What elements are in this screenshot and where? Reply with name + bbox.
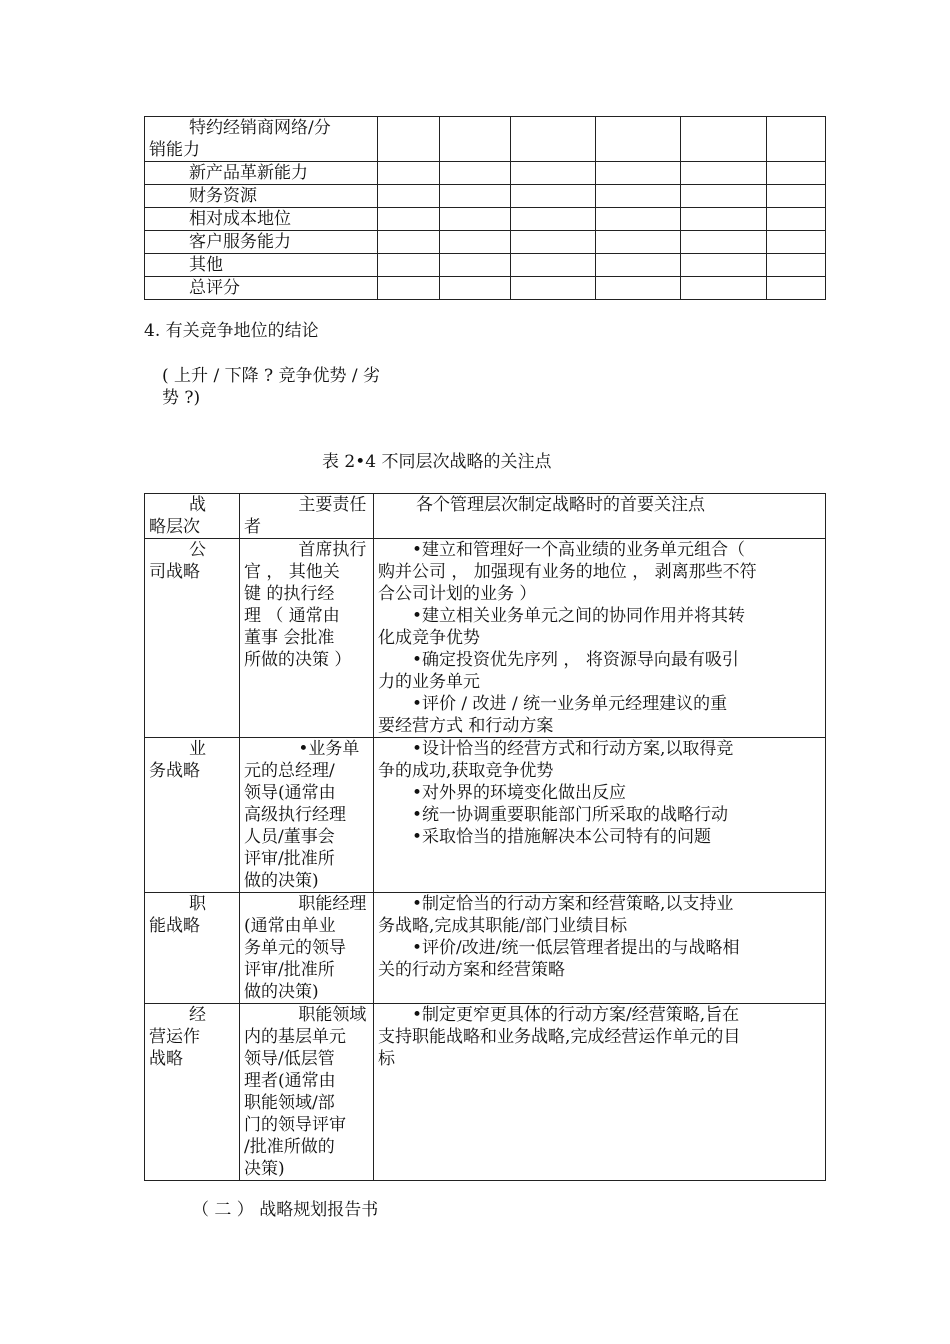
level-line: 务战略 bbox=[149, 761, 200, 781]
competitive-strength-table bbox=[144, 116, 826, 300]
score-cell bbox=[378, 277, 440, 300]
resp-line: 首席执行 bbox=[298, 540, 367, 560]
table-row bbox=[145, 162, 826, 185]
level-cell bbox=[145, 1004, 240, 1181]
score-cell bbox=[767, 277, 826, 300]
focus-line: •采取恰当的措施解决本公司特有的问题 bbox=[412, 827, 712, 847]
level-line: 营运作 bbox=[149, 1027, 200, 1047]
level-line: 战略 bbox=[149, 1049, 183, 1069]
resp-line: 职能领域/部 bbox=[244, 1093, 335, 1113]
score-cell bbox=[511, 231, 596, 254]
focus-line: 争的成功,获取竞争优势 bbox=[378, 761, 554, 781]
score-cell bbox=[596, 162, 681, 185]
label-line: 销能力 bbox=[149, 140, 200, 160]
score-cell bbox=[511, 117, 596, 162]
focus-line: 力的业务单元 bbox=[378, 672, 480, 692]
table-row bbox=[145, 1004, 826, 1181]
score-cell bbox=[596, 277, 681, 300]
focus-line: •确定投资优先序列 ， 将资源导向最有吸引 bbox=[412, 650, 739, 670]
table-caption: 表 2•4 不同层次战略的关注点 bbox=[322, 452, 552, 472]
focus-line: 关的行动方案和经营策略 bbox=[378, 960, 565, 980]
focus-line: 务战略,完成其职能/部门业绩目标 bbox=[378, 916, 628, 936]
resp-line: (通常由单业 bbox=[244, 916, 336, 936]
focus-line: •统一协调重要职能部门所采取的战略行动 bbox=[412, 805, 729, 825]
table-row bbox=[145, 254, 826, 277]
resp-line: 务单元的领导 bbox=[244, 938, 346, 958]
focus-cell bbox=[374, 893, 826, 1004]
score-cell bbox=[440, 254, 511, 277]
score-cell bbox=[767, 231, 826, 254]
focus-line: 化成竞争优势 bbox=[378, 628, 480, 648]
responsible-cell bbox=[240, 893, 374, 1004]
resp-line: 董事 会批准 bbox=[244, 628, 335, 648]
table-row bbox=[145, 277, 826, 300]
focus-line: 购并公司 ， 加强现有业务的地位 ， 剥离那些不符 bbox=[378, 562, 757, 582]
score-cell bbox=[440, 231, 511, 254]
row-label bbox=[145, 117, 378, 162]
score-cell bbox=[767, 162, 826, 185]
resp-line: •业务单 bbox=[298, 739, 360, 759]
score-cell bbox=[378, 117, 440, 162]
resp-line: 领导(通常由 bbox=[244, 783, 336, 803]
score-cell bbox=[767, 185, 826, 208]
section-note-line: 势 ?) bbox=[162, 388, 201, 408]
focus-line: •制定更窄更具体的行动方案/经营策略,旨在 bbox=[412, 1005, 740, 1025]
focus-line: •设计恰当的经营方式和行动方案,以取得竞 bbox=[412, 739, 734, 759]
resp-line: 评审/批准所 bbox=[244, 849, 335, 869]
level-cell bbox=[145, 738, 240, 893]
score-cell bbox=[440, 162, 511, 185]
row-label: 客户服务能力 bbox=[145, 231, 378, 254]
header-line: 主要责任 bbox=[298, 495, 367, 515]
level-cell bbox=[145, 539, 240, 738]
focus-line: •评价/改进/统一低层管理者提出的与战略相 bbox=[412, 938, 740, 958]
focus-line: •建立和管理好一个高业绩的业务单元组合（ bbox=[412, 540, 746, 560]
score-cell bbox=[511, 254, 596, 277]
score-cell bbox=[596, 117, 681, 162]
score-cell bbox=[767, 254, 826, 277]
row-label: 新产品革新能力 bbox=[145, 162, 378, 185]
table-row bbox=[145, 117, 826, 162]
score-cell bbox=[440, 277, 511, 300]
responsible-cell bbox=[240, 738, 374, 893]
focus-cell bbox=[374, 539, 826, 738]
focus-cell bbox=[374, 738, 826, 893]
level-cell bbox=[145, 893, 240, 1004]
row-label: 财务资源 bbox=[145, 185, 378, 208]
score-cell bbox=[511, 208, 596, 231]
row-label: 相对成本地位 bbox=[145, 208, 378, 231]
row-label: 其他 bbox=[145, 254, 378, 277]
score-cell bbox=[767, 208, 826, 231]
score-cell bbox=[681, 185, 767, 208]
score-cell bbox=[378, 208, 440, 231]
header-line: 者 bbox=[244, 517, 261, 537]
level-line: 公 bbox=[189, 540, 206, 560]
resp-line: 官 ， 其他关 bbox=[244, 562, 340, 582]
level-line: 经 bbox=[189, 1005, 206, 1025]
header-line: 战 bbox=[189, 495, 206, 515]
table-header-row bbox=[145, 494, 826, 539]
resp-line: 所做的决策 ） bbox=[244, 650, 352, 670]
focus-line: 要经营方式 和行动方案 bbox=[378, 716, 554, 736]
header-line: 各个管理层次制定战略时的首要关注点 bbox=[416, 495, 705, 515]
level-line: 职 bbox=[189, 894, 206, 914]
score-cell bbox=[511, 277, 596, 300]
focus-cell bbox=[374, 1004, 826, 1181]
score-cell bbox=[440, 208, 511, 231]
header-line: 略层次 bbox=[149, 517, 200, 537]
table-row bbox=[145, 208, 826, 231]
table-row bbox=[145, 185, 826, 208]
score-cell bbox=[511, 162, 596, 185]
focus-line: 合公司计划的业务 ） bbox=[378, 584, 537, 604]
resp-line: 高级执行经理 bbox=[244, 805, 346, 825]
resp-line: 理者(通常由 bbox=[244, 1071, 336, 1091]
strategy-levels-table bbox=[144, 493, 826, 1181]
level-line: 业 bbox=[189, 739, 206, 759]
score-cell bbox=[378, 185, 440, 208]
score-cell bbox=[681, 162, 767, 185]
resp-line: 职能经理 bbox=[298, 894, 367, 914]
resp-line: /批准所做的 bbox=[244, 1137, 335, 1157]
score-cell bbox=[378, 231, 440, 254]
resp-line: 做的决策) bbox=[244, 982, 319, 1002]
score-cell bbox=[596, 185, 681, 208]
score-cell bbox=[440, 117, 511, 162]
score-cell bbox=[378, 162, 440, 185]
section-heading: 4. 有关竞争地位的结论 bbox=[144, 321, 319, 341]
level-line: 能战略 bbox=[149, 916, 200, 936]
focus-line: 标 bbox=[378, 1049, 395, 1069]
responsible-cell bbox=[240, 1004, 374, 1181]
resp-line: 领导/低层管 bbox=[244, 1049, 335, 1069]
score-cell bbox=[767, 117, 826, 162]
resp-line: 门的领导评审 bbox=[244, 1115, 346, 1135]
focus-line: •评价 / 改进 / 统一业务单元经理建议的重 bbox=[412, 694, 728, 714]
row-label: 总评分 bbox=[145, 277, 378, 300]
score-cell bbox=[596, 208, 681, 231]
score-cell bbox=[440, 185, 511, 208]
header-focus bbox=[374, 494, 826, 539]
table-row bbox=[145, 893, 826, 1004]
header-level bbox=[145, 494, 240, 539]
resp-line: 元的总经理/ bbox=[244, 761, 335, 781]
score-cell bbox=[681, 254, 767, 277]
level-line: 司战略 bbox=[149, 562, 200, 582]
score-cell bbox=[511, 185, 596, 208]
resp-line: 人员/董事会 bbox=[244, 827, 335, 847]
label-line: 特约经销商网络/分 bbox=[189, 118, 331, 138]
table-row bbox=[145, 738, 826, 893]
resp-line: 决策) bbox=[244, 1159, 285, 1179]
header-responsible bbox=[240, 494, 374, 539]
resp-line: 职能领域 bbox=[298, 1005, 367, 1025]
table-row bbox=[145, 231, 826, 254]
focus-line: •制定恰当的行动方案和经营策略,以支持业 bbox=[412, 894, 734, 914]
score-cell bbox=[681, 231, 767, 254]
focus-line: •对外界的环境变化做出反应 bbox=[412, 783, 627, 803]
score-cell bbox=[681, 208, 767, 231]
resp-line: 评审/批准所 bbox=[244, 960, 335, 980]
score-cell bbox=[596, 231, 681, 254]
section-note-line: ( 上升 / 下降 ? 竞争优势 / 劣 bbox=[162, 366, 381, 386]
score-cell bbox=[681, 277, 767, 300]
resp-line: 键 的执行经 bbox=[244, 584, 335, 604]
score-cell bbox=[378, 254, 440, 277]
score-cell bbox=[596, 254, 681, 277]
resp-line: 理 （ 通常由 bbox=[244, 606, 340, 626]
score-cell bbox=[681, 117, 767, 162]
table-row bbox=[145, 539, 826, 738]
focus-line: •建立相关业务单元之间的协同作用并将其转 bbox=[412, 606, 746, 626]
responsible-cell bbox=[240, 539, 374, 738]
section-heading: （ 二 ） 战略规划报告书 bbox=[192, 1200, 379, 1220]
resp-line: 做的决策) bbox=[244, 871, 319, 891]
focus-line: 支持职能战略和业务战略,完成经营运作单元的目 bbox=[378, 1027, 741, 1047]
resp-line: 内的基层单元 bbox=[244, 1027, 346, 1047]
